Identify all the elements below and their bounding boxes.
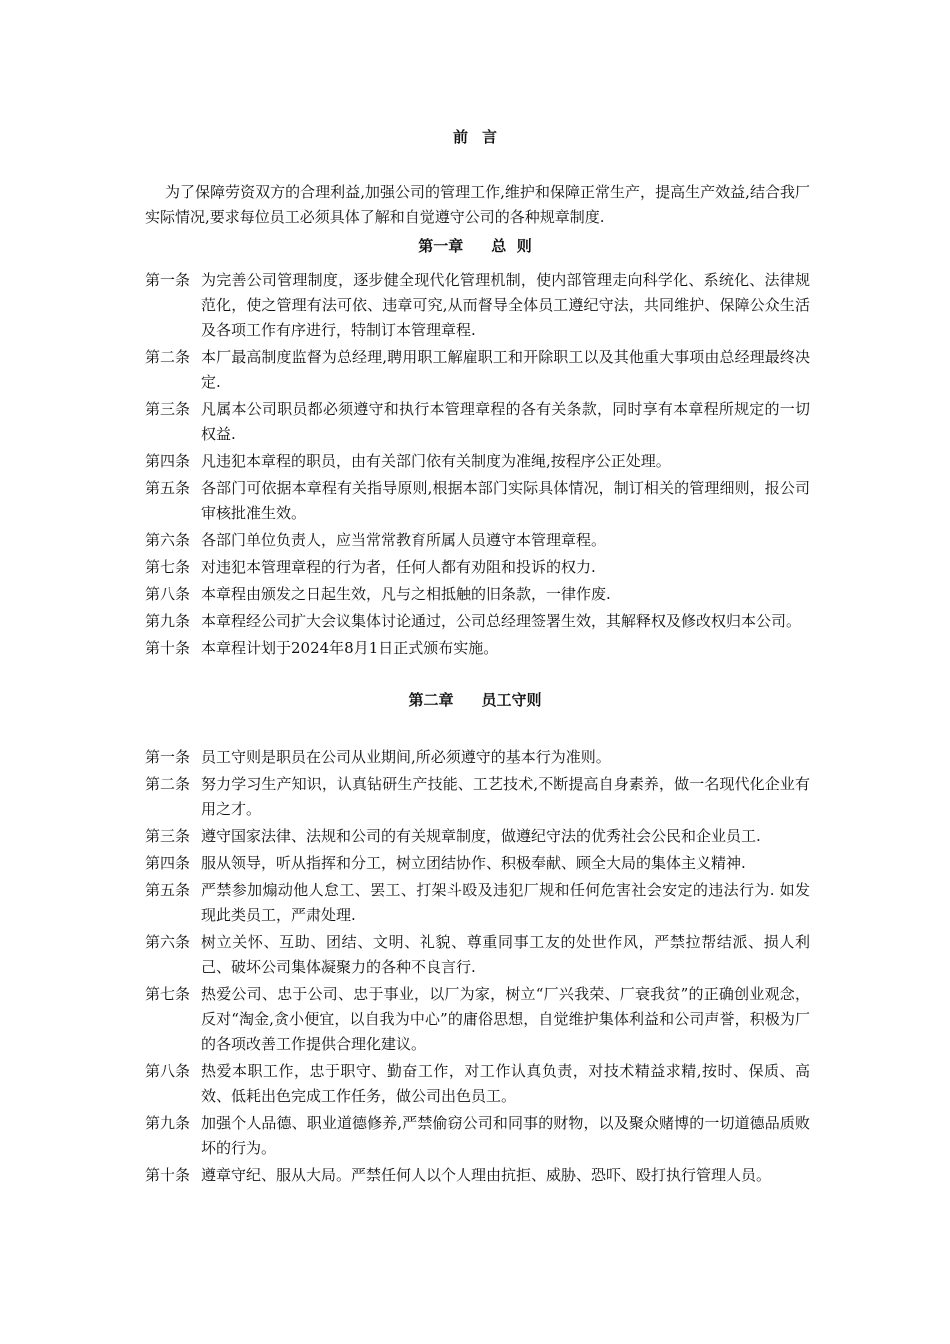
article-text: 努力学习生产知识，认真钻研生产技能、工艺技术,不断提高自身素养，做一名现代化企业有用之才。 <box>201 775 810 818</box>
chapter1-article <box>145 268 810 343</box>
article-number: 第一条 <box>145 271 191 289</box>
article-number: 第六条 <box>145 933 191 951</box>
article-text: 遵章守纪、服从大局。严禁任何人以个人理由抗拒、威胁、恐吓、殴打执行管理人员。 <box>201 1166 772 1184</box>
article-number: 第五条 <box>145 479 191 497</box>
chapter1-article <box>145 555 810 580</box>
chapter2-article <box>145 1059 810 1109</box>
article-text: 遵守国家法律、法规和公司的有关规章制度，做遵纪守法的优秀社会公民和企业员工. <box>201 827 761 845</box>
chapter1-number: 第一章 <box>418 237 464 255</box>
article-number: 第三条 <box>145 400 191 418</box>
article-number: 第九条 <box>145 612 191 630</box>
article-text: 凡属本公司职员都必须遵守和执行本管理章程的各有关条款，同时享有本章程所规定的一切权益. <box>201 400 810 443</box>
chapter1-article <box>145 345 810 395</box>
preface-title: 前言 <box>452 128 511 146</box>
article-number: 第七条 <box>145 985 191 1003</box>
chapter2-article <box>145 772 810 822</box>
article-text: 凡违犯本章程的职员，由有关部门依有关制度为准绳,按程序公正处理。 <box>201 452 671 470</box>
chapter1-article <box>145 397 810 447</box>
article-text: 为完善公司管理制度，逐步健全现代化管理机制，使内部管理走向科学化、系统化、法律规范化，使之管理有法可依、违章可究,从而督导全体员工遵纪守法，共同维护、保障公众生活及各项工作有序进行，特制订本管理章程. <box>201 271 810 339</box>
chapter2-article <box>145 1163 810 1188</box>
chapter1-article <box>145 528 810 553</box>
article-text: 对违犯本管理章程的行为者，任何人都有劝阻和投诉的权力. <box>201 558 596 576</box>
chapter2-article <box>145 878 810 928</box>
chapter2-articles <box>145 745 810 1190</box>
chapter2-number: 第二章 <box>408 691 454 709</box>
chapter1-articles <box>145 268 810 663</box>
article-number: 第九条 <box>145 1114 191 1132</box>
article-number: 第二条 <box>145 348 191 366</box>
chapter1-heading <box>0 236 950 256</box>
chapter2-article <box>145 851 810 876</box>
article-text: 各部门单位负责人，应当常常教育所属人员遵守本管理章程。 <box>201 531 607 549</box>
chapter1-article <box>145 609 810 634</box>
article-number: 第十条 <box>145 639 191 657</box>
article-text: 热爱公司、忠于公司、忠于事业，以厂为家，树立“厂兴我荣、厂衰我贫”的正确创业观念，反对“淘金,贪小便宜，以自我为中心”的庸俗思想，自觉维护集体利益和公司声誉，积极为厂的各项改善工作提供合理化建议。 <box>201 985 810 1053</box>
chapter2-article <box>145 824 810 849</box>
article-text: 本厂最高制度监督为总经理,聘用职工解雇职工和开除职工以及其他重大事项由总经理最终决定. <box>201 348 810 391</box>
preface-text: 为了保障劳资双方的合理利益,加强公司的管理工作,维护和保障正常生产，提高生产效益,结合我厂实际情况,要求每位员工必须具体了解和自觉遵守公司的各种规章制度. <box>145 183 810 226</box>
chapter2-article <box>145 930 810 980</box>
article-number: 第四条 <box>145 854 191 872</box>
article-text: 严禁参加煽动他人怠工、罢工、打架斗殴及违犯厂规和任何危害社会安定的违法行为. 如发现此类员工，严肃处理. <box>201 881 810 924</box>
chapter1-article <box>145 476 810 526</box>
article-text: 员工守则是职员在公司从业期间,所必须遵守的基本行为准则。 <box>201 748 611 766</box>
chapter1-article <box>145 582 810 607</box>
article-number: 第三条 <box>145 827 191 845</box>
article-text: 各部门可依据本章程有关指导原则,根据本部门实际具体情况，制订相关的管理细则，报公司审核批准生效。 <box>201 479 810 522</box>
chapter2-heading <box>0 690 950 710</box>
article-number: 第六条 <box>145 531 191 549</box>
article-number: 第四条 <box>145 452 191 470</box>
article-text: 加强个人品德、职业道德修养,严禁偷窃公司和同事的财物，以及聚众赌博的一切道德品质败坏的行为。 <box>201 1114 810 1157</box>
article-text: 本章程计划于2024年8月1日正式颁布实施。 <box>201 639 499 657</box>
chapter1-article <box>145 636 810 661</box>
chapter1-article <box>145 449 810 474</box>
chapter2-name: 员工守则 <box>481 691 542 709</box>
article-number: 第八条 <box>145 1062 191 1080</box>
article-text: 本章程经公司扩大会议集体讨论通过，公司总经理签署生效，其解释权及修改权归本公司。 <box>201 612 802 630</box>
chapter1-name: 总 则 <box>491 237 532 255</box>
chapter2-article <box>145 1111 810 1161</box>
article-number: 第十条 <box>145 1166 191 1184</box>
article-number: 第一条 <box>145 748 191 766</box>
article-number: 第七条 <box>145 558 191 576</box>
chapter2-article <box>145 982 810 1057</box>
article-number: 第八条 <box>145 585 191 603</box>
chapter2-article <box>145 745 810 770</box>
article-text: 服从领导，听从指挥和分工，树立团结协作、积极奉献、顾全大局的集体主义精神. <box>201 854 746 872</box>
article-number: 第二条 <box>145 775 191 793</box>
article-number: 第五条 <box>145 881 191 899</box>
article-text: 热爱本职工作，忠于职守、勤奋工作，对工作认真负责，对技术精益求精,按时、保质、高效、低耗出色完成工作任务，做公司出色员工。 <box>201 1062 810 1105</box>
article-text: 本章程由颁发之日起生效，凡与之相抵触的旧条款，一律作废. <box>201 585 611 603</box>
article-text: 树立关怀、互助、团结、文明、礼貌、尊重同事工友的处世作风，严禁拉帮结派、损人利己、破坏公司集体凝聚力的各种不良言行. <box>201 933 810 976</box>
